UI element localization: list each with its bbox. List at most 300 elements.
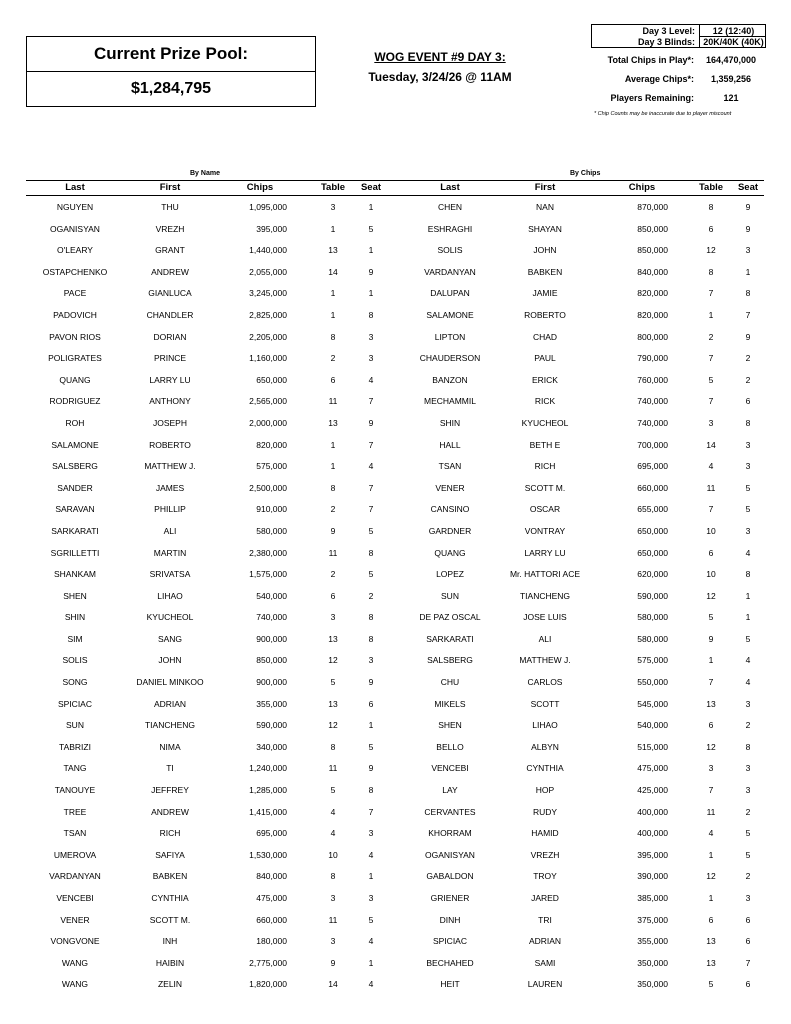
by-chips-cell-last: VENER (435, 482, 465, 493)
table-row (0, 391, 791, 413)
by-name-cell-last: WANG (61, 979, 89, 990)
by-name-cell-last: SARKARATI (51, 525, 99, 536)
by-chips-cell-chips: 475,000 (637, 763, 668, 774)
by-name-cell-table: 11 (328, 547, 338, 558)
by-chips-cell-last: MECHAMMIL (424, 396, 476, 407)
by-chips-cell-chips: 390,000 (637, 871, 668, 882)
by-chips-cell-chips: 355,000 (637, 936, 668, 947)
table-row (0, 283, 791, 305)
by-chips-cell-first: ALBYN (531, 741, 559, 752)
total-chips-value: 164,470,000 (705, 55, 757, 65)
by-name-cell-table: 6 (330, 590, 336, 601)
by-chips-cell-first: JAMIE (532, 288, 558, 299)
by-name-cell-first: ROBERTO (149, 439, 191, 450)
by-chips-cell-first: ERICK (532, 374, 558, 385)
event-date: Tuesday, 3/24/26 @ 11AM (368, 70, 512, 84)
by-chips-cell-last: SALAMONE (426, 309, 474, 320)
by-name-cell-chips: 660,000 (256, 914, 287, 925)
by-chips-cell-chips: 760,000 (637, 374, 668, 385)
by-chips-cell-first: JOHN (533, 245, 557, 256)
by-chips-cell-chips: 550,000 (637, 677, 668, 688)
by-chips-cell-seat: 8 (745, 741, 751, 752)
by-name-cell-chips: 650,000 (256, 374, 287, 385)
by-name-label: By Name (190, 170, 220, 177)
by-name-cell-table: 9 (330, 957, 336, 968)
by-name-cell-seat: 7 (368, 504, 374, 515)
by-chips-cell-table: 12 (706, 245, 716, 256)
by-chips-cell-seat: 1 (745, 266, 751, 277)
by-name-cell-chips: 900,000 (256, 633, 287, 644)
table-row (0, 737, 791, 759)
prize-pool-box (26, 36, 316, 107)
table-row (0, 240, 791, 262)
by-chips-cell-first: OSCAR (529, 504, 561, 515)
by-chips-cell-seat: 7 (745, 957, 751, 968)
by-chips-cell-seat: 2 (745, 871, 751, 882)
by-chips-cell-seat: 6 (745, 936, 751, 947)
by-chips-cell-chips: 850,000 (637, 223, 668, 234)
by-chips-cell-chips: 620,000 (637, 569, 668, 580)
by-name-cell-last: SALSBERG (52, 461, 98, 472)
by-chips-cell-first: LARRY LU (524, 547, 566, 558)
by-chips-cell-last: VARDANYAN (424, 266, 476, 277)
table-row (0, 650, 791, 672)
by-name-cell-first: CYNTHIA (151, 893, 189, 903)
by-chips-cell-table: 4 (708, 828, 714, 839)
by-name-cell-seat: 4 (368, 979, 374, 990)
by-chips-cell-last: OGANISYAN (425, 849, 475, 860)
by-name-cell-seat: 8 (368, 633, 374, 644)
by-name-cell-seat: 3 (368, 331, 374, 342)
table-row (0, 974, 791, 996)
by-name-cell-seat: 9 (368, 266, 374, 277)
by-chips-cell-seat: 3 (745, 245, 751, 256)
by-chips-cell-last: CANSINO (430, 504, 470, 515)
by-chips-cell-table: 3 (708, 763, 714, 774)
by-name-cell-table: 3 (330, 893, 336, 903)
by-name-cell-chips: 1,240,000 (249, 763, 287, 774)
by-name-cell-last: PADOVICH (53, 309, 97, 320)
by-chips-cell-chips: 870,000 (637, 202, 668, 212)
by-chips-cell-first: ALI (538, 633, 552, 644)
by-name-cell-first: DANIEL MINKOO (136, 677, 204, 688)
by-name-cell-first: HAIBIN (155, 957, 185, 968)
by-name-cell-last: SUN (66, 720, 84, 731)
by-chips-cell-chips: 545,000 (637, 698, 668, 709)
by-name-cell-last: O'LEARY (57, 245, 93, 256)
by-name-cell-chips: 2,500,000 (249, 482, 287, 493)
by-chips-cell-first: SCOTT (530, 698, 560, 709)
by-name-cell-first: BABKEN (152, 871, 188, 882)
table-row (0, 823, 791, 845)
by-name-cell-table: 5 (330, 677, 336, 688)
table-row (0, 262, 791, 284)
by-name-cell-seat: 1 (368, 720, 374, 731)
by-name-cell-first: JOSEPH (152, 417, 187, 428)
by-name-cell-chips: 1,415,000 (249, 806, 287, 817)
by-chips-cell-last: DALUPAN (430, 288, 470, 299)
by-chips-cell-chips: 540,000 (637, 720, 668, 731)
by-name-cell-seat: 6 (368, 698, 374, 709)
by-chips-cell-chips: 375,000 (637, 914, 668, 925)
by-chips-cell-chips: 400,000 (637, 806, 668, 817)
by-chips-cell-seat: 2 (745, 806, 751, 817)
by-name-cell-seat: 8 (368, 547, 374, 558)
table-row (0, 780, 791, 802)
by-chips-cell-first: CARLOS (527, 677, 563, 688)
by-name-cell-table: 1 (330, 309, 336, 320)
by-chips-cell-last: SOLIS (437, 245, 463, 256)
by-name-cell-last: TABRIZI (59, 741, 91, 752)
by-chips-cell-seat: 9 (745, 202, 751, 212)
by-chips-cell-seat: 2 (745, 720, 751, 731)
by-name-cell-last: RODRIGUEZ (49, 396, 101, 407)
by-chips-cell-chips: 790,000 (637, 353, 668, 364)
by-name-cell-first: LIHAO (157, 590, 183, 601)
table-row (0, 564, 791, 586)
by-name-cell-table: 11 (328, 396, 338, 407)
by-name-header-last: Last (65, 182, 85, 193)
by-name-cell-seat: 8 (368, 309, 374, 320)
by-chips-cell-seat: 5 (745, 482, 751, 493)
by-name-cell-table: 14 (328, 979, 338, 990)
by-chips-cell-first: SHAYAN (528, 223, 562, 234)
by-chips-cell-first: RUDY (532, 806, 558, 817)
blinds-value: 20K/40K (40K) (703, 37, 764, 47)
by-chips-cell-chips: 850,000 (637, 245, 668, 256)
by-name-cell-first: CHANDLER (146, 309, 194, 320)
by-name-cell-first: SAFIYA (155, 849, 185, 860)
by-name-cell-last: SIM (67, 633, 83, 644)
by-name-cell-seat: 3 (368, 655, 374, 666)
by-chips-cell-seat: 3 (745, 785, 751, 796)
by-name-cell-chips: 740,000 (256, 612, 287, 623)
by-chips-cell-last: SARKARATI (426, 633, 474, 644)
by-name-cell-table: 2 (330, 353, 336, 364)
by-name-cell-last: SHIN (64, 612, 86, 623)
by-chips-cell-table: 9 (708, 633, 714, 644)
by-name-cell-table: 3 (330, 936, 336, 947)
by-name-cell-seat: 4 (368, 461, 374, 472)
table-row (0, 866, 791, 888)
by-name-cell-first: SRIVATSA (149, 569, 191, 580)
by-name-cell-chips: 1,095,000 (249, 202, 287, 212)
blinds-label: Day 3 Blinds: (637, 37, 695, 47)
by-chips-cell-table: 7 (708, 396, 714, 407)
by-name-cell-table: 6 (330, 374, 336, 385)
by-name-cell-seat: 1 (368, 871, 374, 882)
by-chips-cell-chips: 350,000 (637, 957, 668, 968)
by-name-cell-table: 13 (328, 698, 338, 709)
by-name-cell-table: 11 (328, 763, 338, 774)
players-remaining-label: Players Remaining: (610, 93, 694, 103)
by-name-cell-seat: 4 (368, 849, 374, 860)
table-row (0, 672, 791, 694)
by-name-cell-last: SALAMONE (51, 439, 99, 450)
by-chips-cell-last: LAY (442, 785, 458, 796)
by-name-cell-table: 1 (330, 439, 336, 450)
by-chips-cell-first: Mr. HATTORI ACE (509, 569, 581, 580)
by-chips-cell-seat: 5 (745, 633, 751, 644)
table-row (0, 953, 791, 975)
by-name-cell-chips: 820,000 (256, 439, 287, 450)
by-chips-cell-last: ESHRAGHI (427, 223, 473, 234)
table-row (0, 694, 791, 716)
avg-chips-value: 1,359,256 (710, 74, 752, 84)
by-chips-cell-last: SHIN (439, 417, 461, 428)
by-name-cell-seat: 7 (368, 439, 374, 450)
by-chips-cell-chips: 800,000 (637, 331, 668, 342)
by-name-cell-first: INH (162, 936, 178, 947)
by-chips-cell-table: 2 (708, 331, 714, 342)
by-name-cell-first: PHILLIP (154, 504, 186, 515)
by-name-cell-chips: 590,000 (256, 720, 287, 731)
by-name-cell-last: NGUYEN (56, 202, 94, 212)
by-chips-cell-last: MIKELS (434, 698, 466, 709)
by-name-cell-chips: 910,000 (256, 504, 287, 515)
by-name-cell-seat: 3 (368, 893, 374, 903)
chip-count-footnote: * Chip Counts may be inaccurate due to player miscount (594, 111, 732, 117)
by-name-cell-seat: 4 (368, 374, 374, 385)
by-name-cell-table: 13 (328, 633, 338, 644)
by-chips-cell-last: TSAN (438, 461, 462, 472)
by-name-cell-last: SOLIS (62, 655, 88, 666)
by-name-cell-first: TI (166, 763, 174, 774)
by-chips-cell-first: VONTRAY (524, 525, 566, 536)
by-name-cell-seat: 5 (368, 741, 374, 752)
by-name-cell-seat: 8 (368, 612, 374, 623)
by-name-cell-table: 1 (330, 288, 336, 299)
by-name-cell-first: KYUCHEOL (146, 612, 194, 623)
by-name-header-seat: Seat (360, 182, 382, 193)
by-name-cell-table: 9 (330, 525, 336, 536)
by-name-cell-chips: 355,000 (256, 698, 287, 709)
by-chips-cell-table: 8 (708, 202, 714, 212)
by-chips-cell-first: JOSE LUIS (523, 612, 567, 623)
by-chips-header-first: First (534, 182, 556, 193)
by-name-cell-table: 2 (330, 569, 336, 580)
by-name-cell-table: 13 (328, 417, 338, 428)
by-name-cell-chips: 2,775,000 (249, 957, 287, 968)
by-chips-cell-first: HAMID (531, 828, 559, 839)
by-name-cell-seat: 7 (368, 482, 374, 493)
by-chips-cell-last: QUANG (434, 547, 466, 558)
by-chips-cell-first: JARED (531, 893, 559, 903)
by-name-cell-last: WANG (61, 957, 89, 968)
by-name-cell-first: GIANLUCA (148, 288, 192, 299)
table-row (0, 456, 791, 478)
by-chips-cell-chips: 740,000 (637, 396, 668, 407)
table-row (0, 802, 791, 824)
by-chips-cell-last: GARDNER (428, 525, 472, 536)
by-name-cell-last: UMEROVA (53, 849, 97, 860)
by-chips-cell-table: 7 (708, 677, 714, 688)
by-chips-cell-chips: 820,000 (637, 288, 668, 299)
by-name-cell-table: 8 (330, 741, 336, 752)
level-value: 12 (12:40) (712, 26, 755, 36)
by-chips-cell-chips: 580,000 (637, 612, 668, 623)
table-row (0, 845, 791, 867)
by-chips-cell-last: CHEN (437, 202, 463, 212)
by-chips-cell-first: SAMI (534, 957, 556, 968)
by-name-cell-seat: 5 (368, 569, 374, 580)
table-row (0, 219, 791, 241)
by-chips-cell-chips: 395,000 (637, 849, 668, 860)
table-row (0, 607, 791, 629)
by-name-cell-chips: 1,160,000 (249, 353, 287, 364)
by-name-cell-seat: 5 (368, 914, 374, 925)
by-chips-cell-table: 8 (708, 266, 714, 277)
by-chips-cell-seat: 3 (745, 698, 751, 709)
level-blinds-box (591, 24, 766, 48)
by-name-cell-table: 1 (330, 461, 336, 472)
by-chips-cell-chips: 700,000 (637, 439, 668, 450)
by-chips-cell-seat: 3 (745, 439, 751, 450)
by-chips-cell-first: LAUREN (527, 979, 563, 990)
by-name-cell-seat: 1 (368, 957, 374, 968)
by-name-cell-chips: 1,820,000 (249, 979, 287, 990)
by-name-cell-seat: 9 (368, 763, 374, 774)
by-chips-cell-first: BETH E (529, 439, 561, 450)
by-name-cell-seat: 3 (368, 353, 374, 364)
by-name-cell-chips: 2,380,000 (249, 547, 287, 558)
by-name-header-chips: Chips (246, 182, 274, 193)
table-row (0, 888, 791, 910)
by-chips-cell-table: 5 (708, 979, 714, 990)
by-name-cell-table: 4 (330, 828, 336, 839)
by-chips-cell-first: HOP (535, 785, 555, 796)
by-chips-cell-table: 12 (706, 871, 716, 882)
by-chips-cell-table: 14 (706, 439, 716, 450)
by-chips-cell-last: GABALDON (426, 871, 474, 882)
by-name-cell-last: VARDANYAN (49, 871, 101, 882)
by-chips-header-seat: Seat (737, 182, 759, 193)
by-name-cell-last: SGRILLETTI (50, 547, 100, 558)
by-chips-cell-chips: 385,000 (637, 893, 668, 903)
by-chips-cell-first: RICH (534, 461, 556, 472)
by-name-cell-first: THU (161, 202, 179, 212)
by-chips-cell-first: RICK (534, 396, 556, 407)
by-chips-cell-first: PAUL (534, 353, 556, 364)
by-name-cell-first: TIANCHENG (144, 720, 196, 731)
by-name-cell-seat: 7 (368, 396, 374, 407)
by-name-cell-last: PAVON RIOS (49, 331, 101, 342)
by-name-cell-seat: 2 (368, 590, 374, 601)
by-chips-cell-last: SHEN (438, 720, 462, 731)
total-chips-label: Total Chips in Play*: (607, 55, 694, 65)
by-name-cell-first: JOHN (158, 655, 182, 666)
player-rows (0, 197, 791, 996)
by-name-cell-last: TANOUYE (54, 785, 96, 796)
prize-pool-title: Current Prize Pool: (27, 37, 315, 72)
by-name-cell-chips: 2,565,000 (249, 396, 287, 407)
by-chips-cell-last: KHORRAM (428, 828, 472, 839)
by-chips-cell-seat: 3 (745, 893, 751, 903)
players-remaining-value: 121 (723, 93, 739, 103)
avg-chips-label: Average Chips*: (624, 74, 694, 84)
by-chips-cell-chips: 820,000 (637, 309, 668, 320)
level-label: Day 3 Level: (642, 26, 695, 36)
by-name-cell-table: 8 (330, 331, 336, 342)
table-row (0, 931, 791, 953)
by-name-cell-first: ANTHONY (149, 396, 191, 407)
by-chips-cell-first: ROBERTO (524, 309, 566, 320)
by-chips-cell-chips: 650,000 (637, 547, 668, 558)
by-chips-header-chips: Chips (628, 182, 656, 193)
by-chips-cell-last: HEIT (440, 979, 460, 990)
by-name-cell-last: PACE (63, 288, 87, 299)
by-chips-cell-seat: 2 (745, 374, 751, 385)
by-chips-label: By Chips (570, 170, 601, 177)
by-name-cell-first: SCOTT M. (149, 914, 191, 925)
by-name-cell-last: POLIGRATES (48, 353, 102, 364)
by-chips-cell-first: ADRIAN (528, 936, 562, 947)
by-chips-cell-last: VENCEBI (431, 763, 469, 774)
by-name-cell-chips: 695,000 (256, 828, 287, 839)
by-name-cell-chips: 850,000 (256, 655, 287, 666)
by-chips-cell-chips: 590,000 (637, 590, 668, 601)
table-row (0, 758, 791, 780)
by-name-cell-last: SONG (62, 677, 88, 688)
by-chips-cell-first: SCOTT M. (524, 482, 566, 493)
by-chips-cell-table: 7 (708, 504, 714, 515)
by-name-cell-first: GRANT (155, 245, 185, 256)
by-chips-cell-table: 10 (706, 525, 716, 536)
by-name-header-table: Table (320, 182, 346, 193)
by-name-cell-seat: 4 (368, 936, 374, 947)
by-name-cell-first: LARRY LU (149, 374, 191, 385)
by-chips-cell-seat: 3 (745, 461, 751, 472)
by-name-cell-table: 2 (330, 504, 336, 515)
by-name-cell-first: ANDREW (151, 806, 189, 817)
by-name-cell-table: 14 (328, 266, 338, 277)
by-chips-cell-seat: 1 (745, 590, 751, 601)
by-name-cell-table: 8 (330, 871, 336, 882)
by-name-cell-table: 10 (328, 849, 338, 860)
by-chips-cell-first: VREZH (530, 849, 560, 860)
by-name-cell-chips: 180,000 (256, 936, 287, 947)
by-name-cell-seat: 1 (368, 288, 374, 299)
by-chips-cell-seat: 8 (745, 417, 751, 428)
by-name-cell-last: ROH (65, 417, 85, 428)
by-name-cell-chips: 1,530,000 (249, 849, 287, 860)
by-chips-cell-chips: 740,000 (637, 417, 668, 428)
by-chips-cell-table: 6 (708, 914, 714, 925)
by-name-cell-chips: 2,000,000 (249, 417, 287, 428)
by-chips-cell-last: GRIENER (430, 893, 470, 903)
by-chips-cell-last: DE PAZ OSCAL (419, 612, 481, 623)
by-chips-cell-chips: 575,000 (637, 655, 668, 666)
by-name-cell-table: 12 (328, 720, 338, 731)
by-name-cell-chips: 840,000 (256, 871, 287, 882)
by-chips-cell-chips: 350,000 (637, 979, 668, 990)
by-chips-cell-table: 1 (708, 893, 714, 903)
by-chips-cell-table: 3 (708, 417, 714, 428)
by-name-cell-chips: 1,285,000 (249, 785, 287, 796)
table-row (0, 413, 791, 435)
by-name-cell-first: DORIAN (153, 331, 187, 342)
by-chips-cell-seat: 5 (745, 828, 751, 839)
table-row (0, 370, 791, 392)
by-chips-cell-seat: 4 (745, 655, 751, 666)
by-name-cell-chips: 540,000 (256, 590, 287, 601)
by-name-header-first: First (159, 182, 181, 193)
by-chips-cell-chips: 660,000 (637, 482, 668, 493)
by-name-cell-first: JAMES (155, 482, 185, 493)
table-row (0, 305, 791, 327)
by-chips-cell-seat: 9 (745, 331, 751, 342)
by-chips-cell-first: MATTHEW J. (519, 655, 571, 666)
